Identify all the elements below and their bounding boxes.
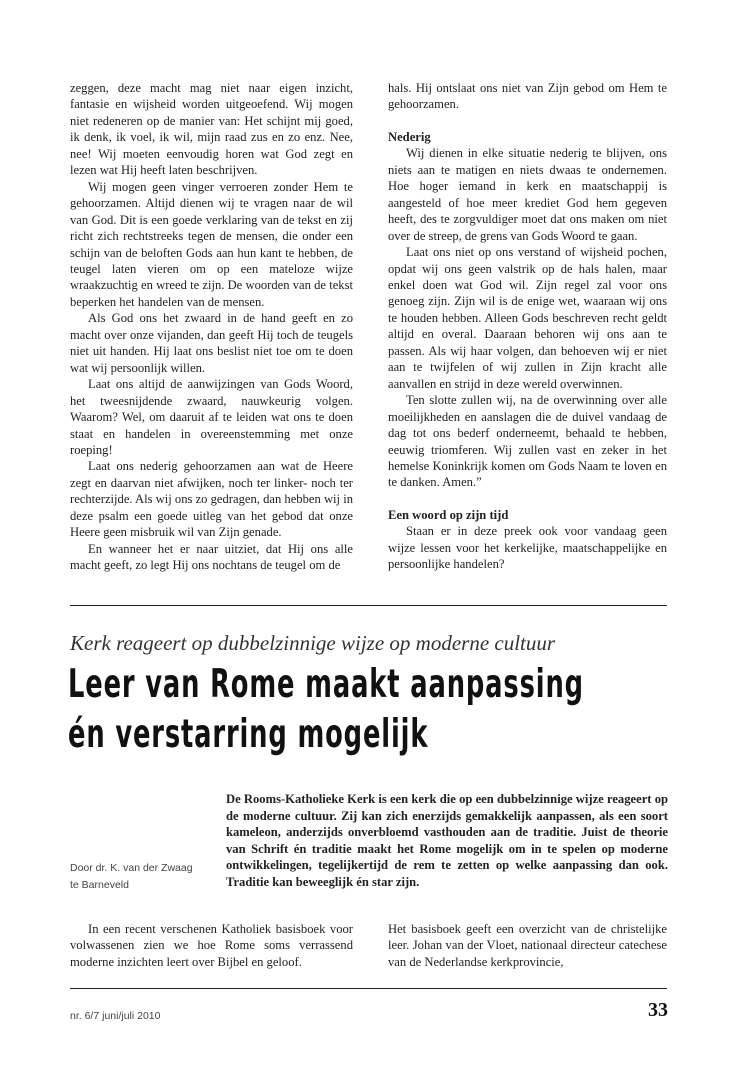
byline [70, 860, 220, 893]
divider-rule [70, 605, 667, 606]
paragraph: zeggen, deze macht mag niet naar eigen inzicht, fantasie en wijsheid worden uitgeoefend. Wij mogen niet redeneren op de manier van: Het schijnt mij goed, ik denk, ik voel, ik wil, mijn raad zus en zo enz. Nee, nee! Wij moeten eenvoudig horen wat God zegt en lezen wat Hij heeft laten beschrijven. [70, 81, 353, 178]
paragraph: Het basisboek geeft een overzicht van de christelijke leer. Johan van der Vloet, nationaal directeur catechese van de Nederlandse kerkprovincie, [388, 922, 667, 969]
section-heading-nederig: Nederig [388, 129, 431, 144]
issue-label: nr. 6/7 juni/juli 2010 [70, 1010, 161, 1022]
paragraph: Als God ons het zwaard in de hand geeft en zo macht over onze vijanden, dan geeft Hij toch de teugels niet uit handen. Hij laat ons beslist niet toe om te doen wat wij persoonlijk willen. [70, 311, 353, 375]
section-heading-woord: Een woord op zijn tijd [388, 507, 509, 522]
article-kicker: Kerk reageert op dubbelzinnige wijze op moderne cultuur [70, 631, 556, 655]
paragraph: Wij mogen geen vinger verroeren zonder Hem te gehoorzamen. Altijd dienen wij te vragen naar de wil van God. Dit is een goede verklaring van de tekst en zij richt zich rechtstreeks tegen de mensen, die onder een schijn van de beloften Gods aan hun kant te hebben, de teugel laten vieren om op een mateloze wijze wraakzuchtig en wreed te zijn. De woorden van de tekst beperken het handelen van de mensen. [70, 179, 353, 309]
top-left-column [70, 80, 353, 574]
article-intro: De Rooms-Katholieke Kerk is een kerk die op een dubbelzinnige wijze reageert op de moderne cultuur. Zij kan zich enerzijds gemakkelijk aanpassen, als een soort kameleon, anderzijds onverbloemd vasthouden aan de traditie. Juist de theorie van Schrift én traditie maakt het Rome mogelijk om in te spelen op moderne ontwikkelingen, tegelijkertijd de rem te zetten op welke aanpassing dan ook. Traditie kan beweeglijk én star zijn. [226, 792, 668, 889]
byline-location: te Barneveld [70, 878, 129, 891]
top-right-column [388, 80, 667, 573]
paragraph: En wanneer het er naar uitziet, dat Hij ons alle macht geeft, zo legt Hij ons nochtans de teugel om de [70, 541, 353, 573]
footer-rule [70, 988, 667, 989]
headline-line: Leer van Rome maakt aanpassing [68, 662, 584, 707]
paragraph: Ten slotte zullen wij, na de overwinning over alle moeilijkheden en aanslagen die de duivel vandaag de dag tot ons bederf onderneemt, behaald te hebben, eeuwig triomferen. Wij zullen vast en zeker in het hemelse Koninkrijk komen om Gods Naam te loven en te danken. Amen.” [388, 393, 667, 490]
paragraph: hals. Hij ontslaat ons niet van Zijn gebod om Hem te gehoorzamen. [388, 81, 667, 112]
bottom-right-column [388, 921, 667, 970]
paragraph: Staan er in deze preek ook voor vandaag geen wijze lessen voor het kerkelijke, maatschappelijke en persoonlijke handelen? [388, 524, 667, 572]
paragraph: Laat ons nederig gehoorzamen aan wat de Heere zegt en daarvan niet afwijken, noch ter linker- noch ter rechterzijde. Als wij ons zo gedragen, dan hebben wij in deze psalm een goede uitleg van het gebod dat onze Heere geen misbruik wil van Zijn genade. [70, 459, 353, 540]
paragraph: Laat ons altijd de aanwijzingen van Gods Woord, het tweesnijdende zwaard, nauwkeurig volgen. Waarom? Wel, om daaruit af te leiden wat ons te doen staat en handelen in overeenstemming met onze roeping! [70, 377, 353, 457]
paragraph: In een recent verschenen Katholiek basisboek voor volwassenen zien we hoe Rome soms verrassend moderne inzichten leert over Bijbel en geloof. [70, 922, 353, 969]
paragraph: Laat ons niet op ons verstand of wijsheid pochen, opdat wij ons geen valstrik op de hals halen, maar enkel doen wat God wil. Zijn regel zal voor ons genoeg zijn. Zijn wil is de enige wet, waaraan wij ons te houden hebben. Alleen Gods beschreven recht geldt altijd en overal. Daaraan behoren wij ons aan te passen. Als wij haar volgen, dan behoeven wij er niet aan te twijfelen of wij zullen in Zijn kracht alle aanvallen en strijd in deze wereld overwinnen. [388, 245, 667, 391]
paragraph: Wij dienen in elke situatie nederig te blijven, ons niets aan te matigen en niets dwaas te ondernemen. Hoe hoger iemand in kerk en maatschappij is aangesteld of hoe meer krediet God hem gegeven heeft, des te zorgvuldiger moet dat ons maken om niet over de streep, de grens van Gods Woord te gaan. [388, 146, 667, 243]
bottom-left-column [70, 921, 353, 970]
article-headline [68, 660, 584, 760]
page-number: 33 [648, 999, 668, 1021]
byline-author: Door dr. K. van der Zwaag [70, 862, 193, 874]
headline-line: én verstarring mogelijk [68, 712, 429, 757]
